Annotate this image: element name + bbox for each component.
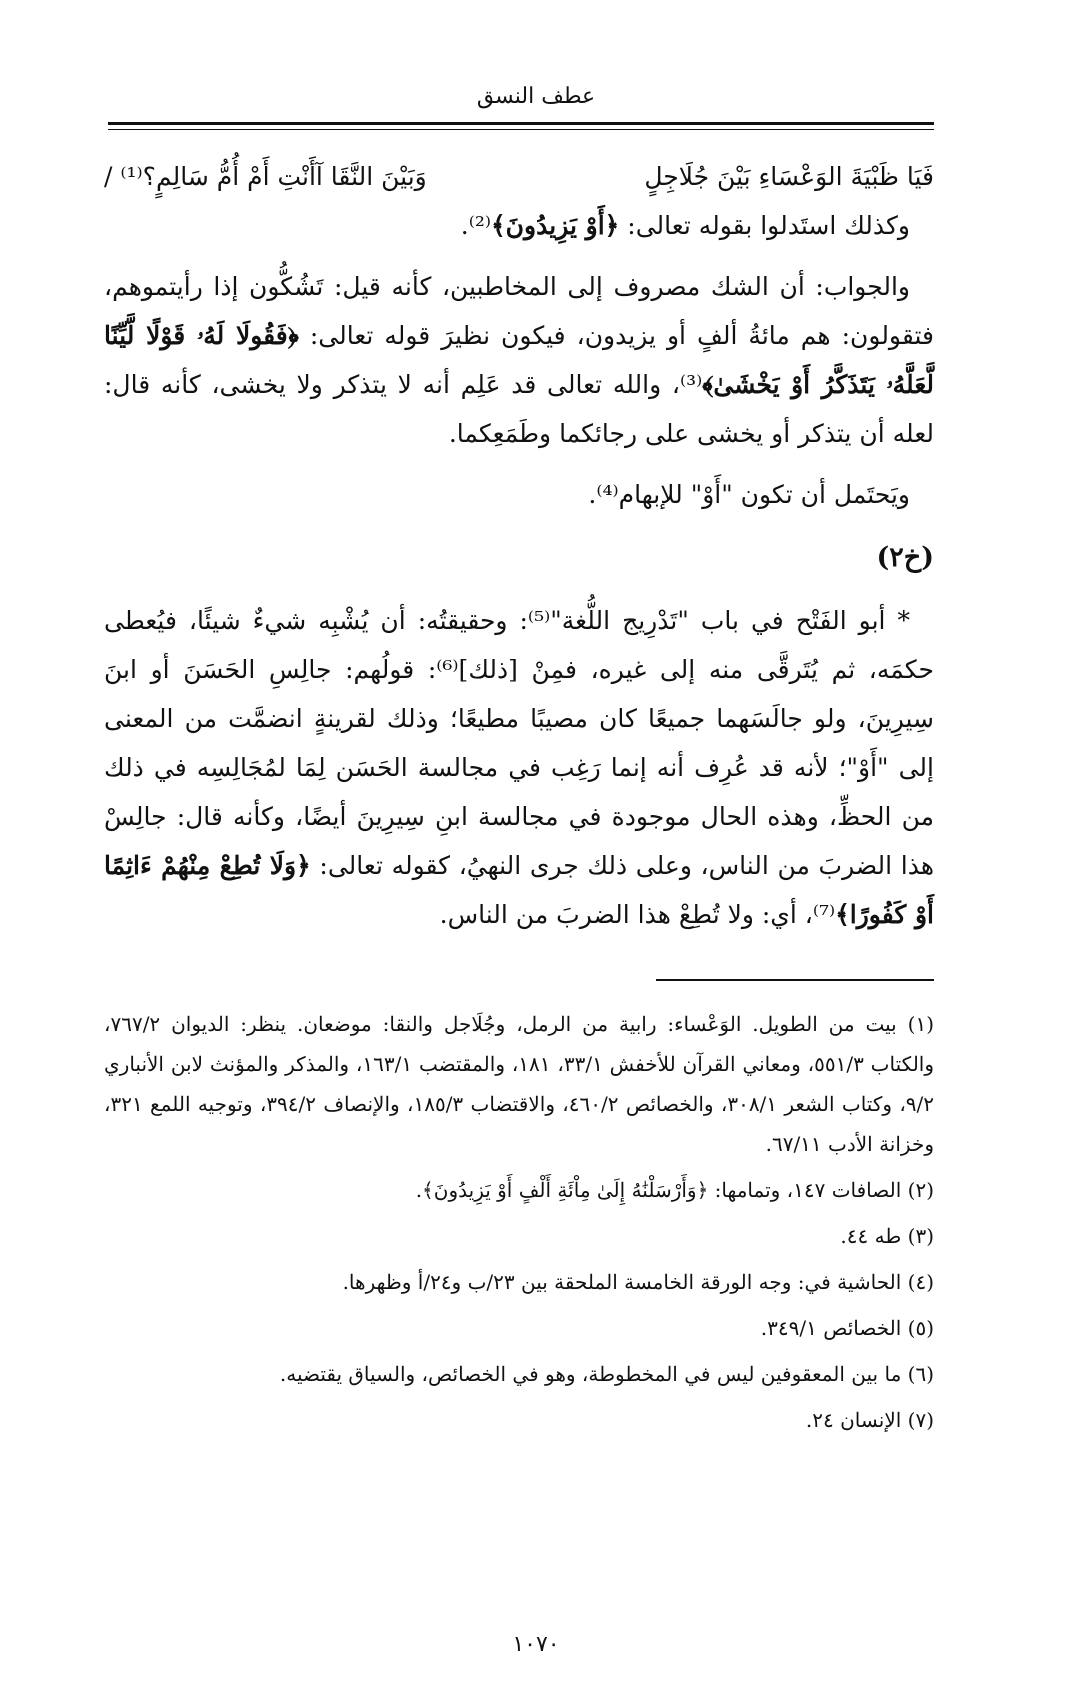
footnote-4: (٤) الحاشية في: وجه الورقة الخامسة الملحقة بين ٢٣/ب و٢٤/أ وظهرها. [342, 1270, 934, 1294]
paragraph-1-text: وكذلك استَدلوا بقوله تعالى: [619, 211, 910, 240]
header-rule-thin [108, 129, 934, 130]
paragraph-2-tail: ⁽³⁾، والله تعالى قد عَلِم أنه لا يتذكر ولا يخشى، كأنه قال: لعله أن يتذكر أو يخشى على رجائكما وطَمَعِكما. [104, 370, 934, 448]
quran-quote-2: ﴿فَقُولَا لَهُۥ قَوْلًا لَّيِّنًا لَّعَلَّهُۥ يَتَذَكَّرُ أَوْ يَخْشَىٰ﴾ [104, 321, 934, 399]
section-marker: (خ٢) [876, 542, 934, 573]
paragraph-3: ويَحتَمل أن تكون "أَوْ" للإبهام⁽⁴⁾. [588, 480, 910, 509]
paragraph-1-ref: ⁽²⁾. [460, 211, 492, 240]
quran-quote-1: ﴿أَوْ يَزِيدُونَ﴾ [491, 211, 620, 240]
verse-second-hemistich: وَبَيْنَ النَّقَا آأَنْتِ أَمْ أُمُّ سَالِمٍ؟⁽¹⁾ / [104, 162, 427, 191]
footnote-6: (٦) ما بين المعقوفين ليس في المخطوطة، وهو في الخصائص، والسياق يقتضيه. [279, 1362, 934, 1386]
paragraph-4-text: * أبو الفَتْح في باب "تَدْرِيج اللُّغة"⁽⁵⁾: وحقيقتُه: أن يُشْبِه شيءٌ شيئًا، فيُعطى حكمَه، ثم يُتَرقَّى منه إلى غيره، فمِنْ [ذلك]⁽⁶⁾: قولُهم: جالِسِ الحَسَنَ أو ابنَ سِيرِينَ، ولو جالَسَهما جميعًا كان مصيبًا مطيعًا؛ وذلك لقرينةٍ انضمَّت من المعنى إلى "أَوْ"؛ لأنه قد عُرِف أنه إنما رَغِب في مجالسة الحَسَن لِمَا لمُجَالِسِه في ذلك من الحظِّ، وهذه الحال موجودة في مجالسة ابنِ سِيرِينَ أيضًا، وكأنه قال: جالِسْ هذا الضربَ من الناس، وعلى ذلك جرى النهيُ، كقوله تعالى: [104, 606, 935, 880]
page-number: ١٠٧٠ [512, 1632, 560, 1657]
footnote-1: (١) بيت من الطويل. الوَعْساء: رابية من الرمل، وجُلَاجل والنقا: موضعان. ينظر: الديوان ٧٦٧/٢، والكتاب ٥٥١/٣، ومعاني القرآن للأخفش ٣٣/١، ١٨١، والمقتضب ١٦٣/١، والمذكر والمؤنث لابن الأنباري ٩/٢، وكتاب الشعر ٣٠٨/١، والخصائص ٤٦٠/٢، والاقتضاب ١٨٥/٣، والإنصاف ٣٩٤/٢، وتوجيه اللمع ٣٢١، وخزانة الأدب ٦٧/١١. [104, 1012, 935, 1156]
footnote-2: (٢) الصافات ١٤٧، وتمامها: ﴿وَأَرْسَلْنَٰهُ إِلَىٰ مِاْئَةِ أَلْفٍ أَوْ يَزِيدُونَ﴾. [415, 1178, 934, 1202]
footnote-3: (٣) طه ٤٤. [840, 1224, 934, 1248]
paragraph-2-text: والجواب: أن الشك مصروف إلى المخاطبين، كأنه قيل: تَشُكُّون إذا رأيتموهم، فتقولون: هم مائةُ ألفٍ أو يزيدون، فيكون نظيرَ قوله تعالى: [104, 272, 934, 350]
footnotes [104, 1004, 934, 1446]
footnote-7: (٧) الإنسان ٢٤. [805, 1408, 934, 1432]
main-text [104, 152, 934, 939]
verse-first-hemistich: فَيَا ظَبْيَةَ الوَعْسَاءِ بَيْنَ جُلَاجِلٍ [644, 162, 934, 191]
header-rule-thick [108, 122, 934, 125]
paragraph-1 [104, 201, 934, 250]
quran-quote-3: ﴿وَلَا تُطِعْ مِنْهُمْ ءَاثِمًا أَوْ كَفُورًا﴾ [104, 851, 934, 929]
paragraph-4 [104, 596, 934, 939]
footnote-rule [656, 979, 934, 981]
footnote-5: (٥) الخصائص ٣٤٩/١. [760, 1316, 934, 1340]
running-header: عطف النسق [476, 84, 596, 109]
paragraph-2 [104, 262, 934, 458]
paragraph-4-tail: ⁽⁷⁾، أي: ولا تُطِعْ هذا الضربَ من الناس. [439, 900, 836, 929]
verse-line [104, 152, 934, 201]
